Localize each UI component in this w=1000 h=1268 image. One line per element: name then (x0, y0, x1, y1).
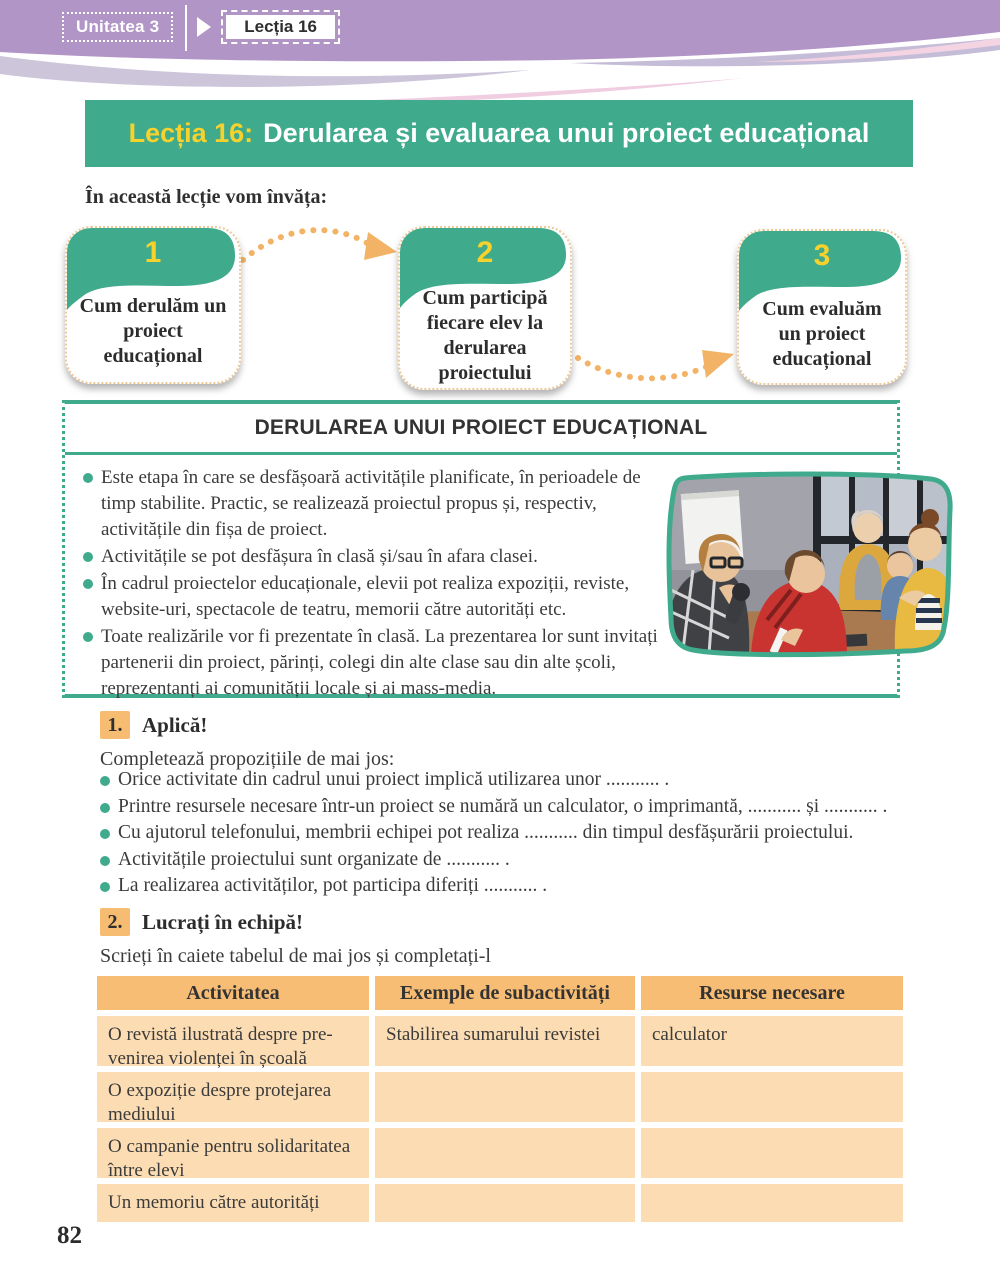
objective-card-3 (737, 229, 907, 385)
exercise-item: Cu ajutorul telefonului, membrii echipei pot realiza ........... din timpul desfășurării proiectului. (118, 822, 854, 843)
card-number: 1 (144, 236, 162, 269)
table-header-cell: Exemple de subactivități (375, 976, 635, 1010)
bullet-icon (100, 829, 110, 839)
bullet-icon (83, 473, 93, 483)
bullet-icon (83, 579, 93, 589)
exercise-1-list (100, 767, 915, 900)
page-number: 82 (57, 1222, 82, 1249)
exercise-1-header (100, 711, 207, 739)
bullet-icon (100, 856, 110, 866)
bullet-icon (83, 632, 93, 642)
table-cell (375, 1128, 635, 1178)
exercise-2-instruction: Scrieți în caiete tabelul de mai jos și completați-l (100, 945, 491, 967)
exercise-item: Orice activitate din cadrul unui proiect implică utilizarea unor ........... . (118, 769, 670, 790)
lesson-title: Derularea și evaluarea unui proiect educațional (263, 118, 870, 148)
exercise-2-header (100, 908, 303, 936)
breadcrumb-lesson: Lecția 16 (226, 15, 335, 39)
exercise-item: La realizarea activităților, pot participa diferiți ........... . (118, 875, 548, 896)
card-text: Cum participă fiecare elev la derularea proiectului (422, 287, 548, 384)
info-box-title: DERULAREA UNUI PROIECT EDUCAȚIONAL (65, 404, 897, 455)
table-cell (641, 1128, 903, 1178)
exercise-1-instruction: Completează propozițiile de mai jos: (100, 748, 395, 770)
info-box-body (65, 455, 668, 702)
lesson-title-bar (85, 100, 913, 167)
activity-table (97, 976, 903, 1222)
table-cell: Un memoriu către autorități (97, 1184, 369, 1222)
intro-line: În această lecție vom învăța: (85, 186, 328, 208)
project-photo (663, 470, 957, 664)
objective-card-1 (65, 226, 241, 384)
exercise-1-title: Aplică! (142, 712, 208, 737)
table-cell: O campanie pentru solidaritatea între elevi (97, 1128, 369, 1178)
lesson-number: Lecția 16: (128, 118, 254, 148)
table-header-cell: Resurse necesare (641, 976, 903, 1010)
card-number: 3 (813, 239, 831, 272)
table-cell (641, 1184, 903, 1222)
table-cell: calculator (641, 1016, 903, 1066)
card-text: Cum evaluăm un proiect educațional (762, 298, 882, 370)
table-cell (375, 1072, 635, 1122)
breadcrumb-lesson-box (221, 10, 340, 44)
objective-card-2 (398, 226, 572, 390)
breadcrumb (62, 10, 340, 44)
table-header-cell: Activitatea (97, 976, 369, 1010)
info-bullet: Este etapa în care se desfășoară activitățile planificate, în perioadele de timp stabilite. Practic, se realizează proiectul propus și, respectiv, activitățile din fișa de proiect. (101, 467, 641, 540)
bullet-icon (100, 776, 110, 786)
exercise-item: Printre resursele necesare într-un proiect se numără un calculator, o imprimantă, ........... și ........... . (118, 795, 888, 817)
breadcrumb-unit: Unitatea 3 (62, 12, 173, 42)
table-cell (375, 1184, 635, 1222)
exercise-2-title: Lucrați în echipă! (142, 909, 303, 934)
card-number: 2 (476, 236, 494, 269)
info-bullet: Activitățile se pot desfășura în clasă și/sau în afara clasei. (101, 546, 538, 567)
table-cell: O revistă ilustrată despre prevenirea violenței în școală (97, 1016, 369, 1066)
table-cell (641, 1072, 903, 1122)
table-cell: Stabilirea sumarului revistei (375, 1016, 635, 1066)
info-bullet: Toate realizările vor fi prezentate în clasă. La prezentarea lor sunt invitați partenerii din proiect, părinți, colegi din alte clase sau din alte școli, reprezentanți ai comunității locale și ai mass-media. (101, 626, 658, 699)
bullet-icon (83, 552, 93, 562)
card-text: Cum derulăm un proiect educațional (79, 295, 227, 367)
exercise-item: Activitățile proiectului sunt organizate de ........... . (118, 848, 510, 870)
table-cell: O expoziție despre protejarea mediului (97, 1072, 369, 1122)
breadcrumb-arrow-icon (197, 17, 211, 37)
bullet-icon (100, 882, 110, 892)
exercise-1-number-badge: 1. (100, 711, 130, 739)
bullet-icon (100, 803, 110, 813)
breadcrumb-divider (185, 5, 187, 51)
info-bullet: În cadrul proiectelor educaționale, elevii pot realiza expoziții, reviste, website-uri, spectacole de teatru, memorii către autorități etc. (101, 573, 630, 620)
exercise-2-number-badge: 2. (100, 908, 130, 936)
